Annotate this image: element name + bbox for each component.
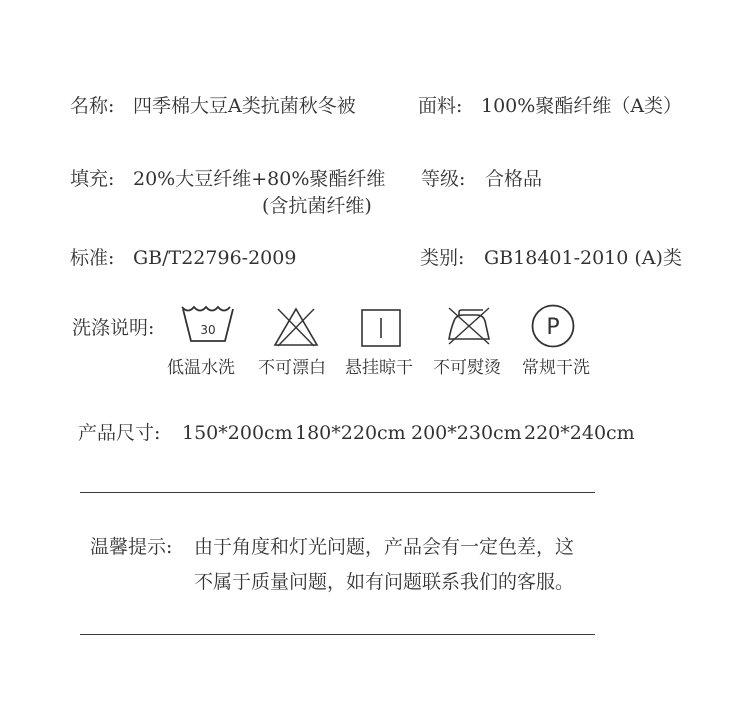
notice-line-1: 由于角度和灯光问题，产品会有一定色差，这 (194, 536, 575, 558)
size-value: 180*220cm (295, 422, 406, 444)
care-label-dryclean: 常规干洗 (522, 358, 590, 378)
wash-30-icon (180, 303, 236, 347)
filling-label: 填充: (70, 168, 115, 190)
fabric-value: 100%聚酯纤维（A类） (481, 95, 683, 117)
dry-clean-letter: P (546, 315, 560, 340)
name-value: 四季棉大豆A类抗菌秋冬被 (133, 95, 356, 117)
care-label-wash: 低温水洗 (167, 358, 235, 378)
divider-top (80, 492, 595, 493)
category-value: GB18401-2010 (A)类 (484, 247, 682, 269)
sizes-label: 产品尺寸: (78, 422, 161, 444)
standard-value: GB/T22796-2009 (133, 247, 297, 269)
wash-temp-text: 30 (200, 323, 216, 337)
notice-line-2: 不属于质量问题，如有问题联系我们的客服。 (194, 571, 575, 593)
care-label-iron: 不可熨烫 (433, 358, 501, 378)
care-label-dry: 悬挂晾干 (345, 358, 413, 378)
fabric-label: 面料: (418, 95, 463, 117)
filling-value: 20%大豆纤维+80%聚酯纤维 (133, 168, 386, 190)
category-label: 类别: (420, 247, 465, 269)
no-bleach-icon (272, 306, 320, 348)
notice-label: 温馨提示: (90, 536, 173, 558)
size-value: 220*240cm (524, 422, 635, 444)
dry-clean-p-icon (530, 303, 576, 349)
no-iron-icon (445, 306, 493, 346)
grade-value: 合格品 (485, 168, 543, 190)
name-label: 名称: (70, 95, 115, 117)
grade-label: 等级: (421, 168, 466, 190)
size-value: 150*200cm (182, 422, 293, 444)
standard-label: 标准: (70, 247, 115, 269)
size-value: 200*230cm (411, 422, 522, 444)
hang-dry-icon (360, 308, 402, 348)
care-label-bleach: 不可漂白 (258, 358, 326, 378)
divider-bottom (80, 634, 595, 635)
filling-value-note: (含抗菌纤维) (262, 195, 372, 217)
care-title: 洗涤说明: (72, 317, 155, 339)
